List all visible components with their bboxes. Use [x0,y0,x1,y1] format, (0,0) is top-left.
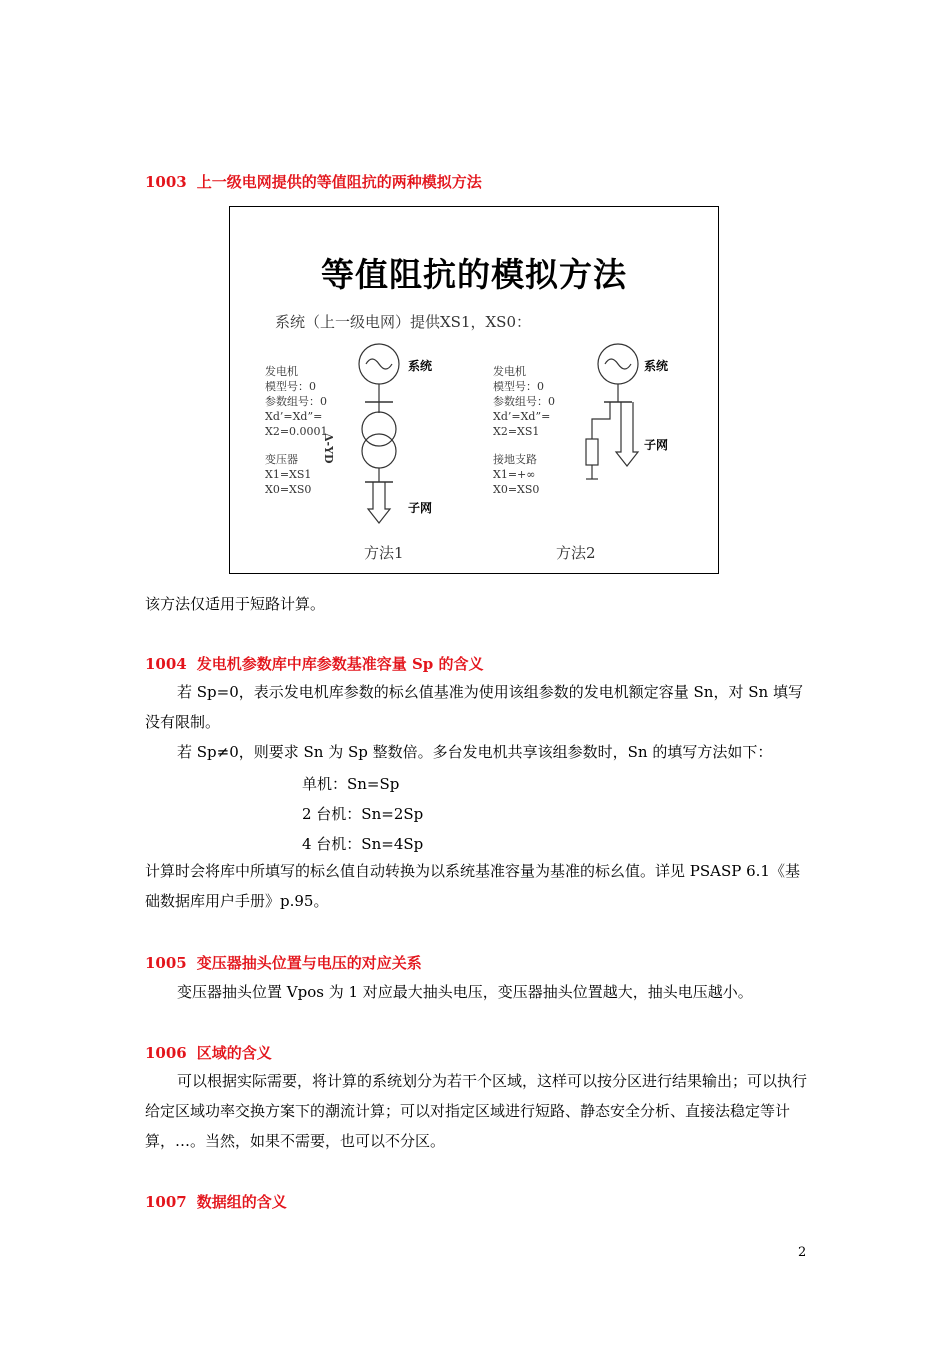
paragraph-1004-3: 计算时会将库中所填写的标幺值自动转换为以系统基准容量为基准的标幺值。详见 PSASP 6.1《基础数据库用户手册》p.95。 [145,862,800,910]
section-title: 变压器抽头位置与电压的对应关系 [196,954,422,972]
method2-system-label: 系统 [644,359,669,373]
winding-label: Δ-YD [322,433,335,464]
section-title: 区域的含义 [196,1044,272,1062]
section-heading-1007 [145,1191,287,1212]
paragraph-1004-2: 若 Sp≠0，则要求 Sn 为 Sp 整数倍。多台发电机共享该组参数时，Sn 的填写方法如下： [177,743,773,761]
section-number: 1003 [145,173,187,191]
grounding-resistor-icon [586,439,598,465]
section-heading-1003 [145,171,482,192]
subnet-arrow-icon [368,482,390,523]
section-number: 1005 [145,954,187,972]
transformer-winding-icon [362,412,396,446]
method1-transformer-params: 变压器 X1=XS1 X0=XS0 [265,453,312,496]
section-number: 1006 [145,1044,187,1062]
section-number: 1004 [145,655,187,673]
figure-title: 等值阻抗的模拟方法 [321,255,627,294]
case-item: 单机：Sn=Sp [302,775,400,793]
case-item: 4 台机：Sn=4Sp [302,835,424,853]
section-title: 发电机参数库中库参数基准容量 Sp 的含义 [196,655,484,673]
method1-system-label: 系统 [408,359,433,373]
method1-generator-params: 发电机 模型号：0 参数组号：0 Xd’=Xd”= X2=0.0001 [265,365,328,438]
method2-subnet-label: 子网 [644,438,669,452]
page-number: 2 [798,1245,807,1260]
section-number: 1007 [145,1193,187,1211]
case-item: 2 台机：Sn=2Sp [302,805,424,823]
method1-caption: 方法1 [364,544,404,562]
paragraph-1006: 可以根据实际需要，将计算的系统划分为若干个区域，这样可以按分区进行结果输出；可以执行给定区域功率交换方案下的潮流计算；可以对指定区域进行短路、静态安全分析、直接法稳定等计算，…。当然，如果不需要，也可以不分区。 [145,1072,808,1150]
paragraph-1004-1: 若 Sp=0，表示发电机库参数的标幺值基准为使用该组参数的发电机额定容量 Sn，对 Sn 填写没有限制。 [145,683,803,731]
method1-subnet-label: 子网 [408,501,433,515]
equivalent-impedance-figure [229,206,719,574]
section-heading-1006 [145,1042,272,1063]
note-1003: 该方法仅适用于短路计算。 [145,595,326,613]
figure-subtitle: 系统（上一级电网）提供XS1，XS0： [275,313,531,331]
section-title: 上一级电网提供的等值阻抗的两种模拟方法 [196,173,482,191]
method2-generator-params: 发电机 模型号：0 参数组号：0 Xd’=Xd”= X2=XS1 [493,365,555,438]
method2-caption: 方法2 [556,544,596,562]
section-heading-1004 [145,653,484,674]
section-title: 数据组的含义 [196,1193,287,1211]
section-heading-1005 [145,952,422,973]
paragraph-1005: 变压器抽头位置 Vpos 为 1 对应最大抽头电压，变压器抽头位置越大，抽头电压越小。 [177,983,753,1001]
method2-branch-params: 接地支路 X1=+∞ X0=XS0 [493,453,540,496]
